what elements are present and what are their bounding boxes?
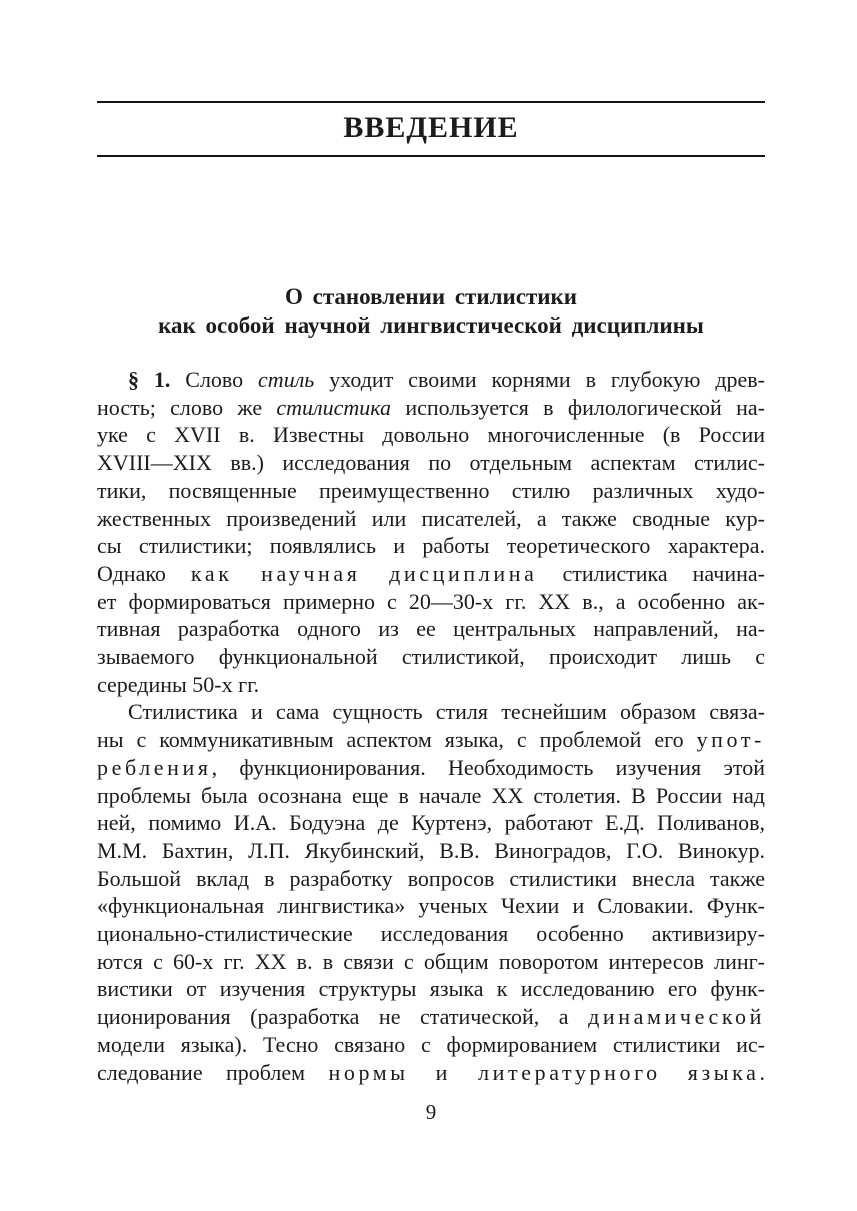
letterspaced-text: упот-: [696, 727, 765, 753]
text-line: [97, 1031, 765, 1059]
text-segment: тивная разработка одного из ее центральных направлений, на-: [97, 616, 765, 642]
text-line: [97, 1059, 765, 1087]
text-segment: Однако: [97, 560, 191, 586]
text-segment: жественных произведений или писателей, а также сводные кур-: [97, 505, 765, 531]
letterspaced-text: нормы и литературного языка: [328, 1059, 760, 1085]
text-segment: вистики от изучения структуры языка к исследованию его функ-: [97, 976, 765, 1002]
text-segment: модели языка). Тесно связано с формированием стилистики ис-: [97, 1031, 765, 1057]
text-line: [97, 615, 765, 643]
text-segment: тики, посвященные преимущественно стилю различных худо-: [97, 477, 765, 503]
text-segment: Стилистика и сама сущность стиля теснейшим образом связа-: [128, 699, 765, 725]
text-line: [97, 477, 765, 505]
text-segment: стилистика начина-: [537, 560, 765, 586]
text-segment: М.М. Бахтин, Л.П. Якубинский, В.В. Виноградов, Г.О. Винокур.: [97, 837, 765, 863]
text-line: [97, 588, 765, 616]
body-text: [97, 366, 765, 1086]
text-segment: ются с 60-х гг. XX в. в связи с общим поворотом интересов линг-: [97, 948, 765, 974]
text-segment: «функциональная лингвистика» ученых Чехии и Словакии. Функ-: [97, 893, 765, 919]
text-segment: уходит своими корнями в глубокую древ-: [314, 367, 766, 392]
text-line: [97, 837, 765, 865]
section-heading: [97, 283, 765, 340]
text-line: [97, 754, 765, 782]
text-line: [97, 643, 765, 671]
page-number: 9: [425, 1100, 437, 1124]
text-line: [97, 698, 765, 726]
text-segment: зываемого функциональной стилистикой, происходит лишь с: [97, 644, 765, 670]
text-line: [97, 1003, 765, 1031]
chapter-title: ВВЕДЕНИЕ: [343, 111, 519, 144]
text-line: [97, 449, 765, 477]
text-segment: ет формироваться примерно с 20—30-х гг. XX в., а особенно ак-: [97, 588, 765, 614]
section-heading-line1: О становлении стилистики: [284, 284, 578, 309]
text-segment: сы стилистики; появлялись и работы теоретического характера.: [97, 533, 765, 559]
text-segment: , функционирования. Необходимость изучения этой: [211, 754, 765, 780]
letterspaced-text: ребления: [97, 754, 212, 780]
text-segment: ней, помимо И.А. Бодуэна де Куртенэ, работают Е.Д. Поливанов,: [97, 810, 765, 836]
text-segment: уке с XVII в. Известны довольно многочисленные (в России: [97, 422, 765, 448]
text-line: [97, 421, 765, 449]
text-segment: ционирования (разработка не статической, а: [97, 1004, 589, 1030]
text-segment: проблемы была осознана еще в начале XX столетия. В России над: [97, 782, 765, 808]
text-line: [97, 394, 765, 422]
text-segment: Слово: [185, 367, 259, 392]
text-segment: ционально-стилистические исследования особенно активизиру-: [97, 921, 765, 947]
text-segment: Большой вклад в разработку вопросов стилистики внесла также: [97, 865, 765, 891]
text-segment: следование проблем: [97, 1059, 329, 1085]
text-line: [97, 560, 765, 588]
text-line: [97, 975, 765, 1003]
text-line: [97, 892, 765, 920]
section-heading-line2: как особой научной лингвистической дисциплины: [158, 312, 704, 338]
text-segment: .: [759, 1059, 765, 1085]
text-line: [97, 671, 765, 699]
text-segment: ны с коммуникативным аспектом языка, с проблемой его: [97, 727, 697, 753]
text-line: [97, 505, 765, 533]
chapter-header: [97, 101, 765, 157]
text-line: [97, 726, 765, 754]
text-line: [97, 809, 765, 837]
text-line: [97, 920, 765, 948]
text-segment: используется в филологической на-: [391, 394, 765, 420]
text-line: [97, 948, 765, 976]
text-segment: XVIII—XIX вв.) исследования по отдельным аспектам стилис-: [97, 450, 765, 476]
letterspaced-text: динамической: [588, 1004, 765, 1030]
text-line: [97, 366, 765, 394]
text-line: [97, 865, 765, 893]
italic-text: стилистика: [276, 394, 392, 420]
text-segment: ность; слово же: [97, 394, 277, 420]
text-line: [97, 532, 765, 560]
bold-text: § 1.: [128, 367, 186, 392]
italic-text: стиль: [258, 367, 315, 392]
text-line: [97, 782, 765, 810]
paragraph-1: [97, 366, 765, 698]
text-segment: середины 50-х гг.: [97, 671, 260, 697]
paragraph-2: [97, 698, 765, 1086]
letterspaced-text: как научная дисциплина: [190, 560, 538, 586]
